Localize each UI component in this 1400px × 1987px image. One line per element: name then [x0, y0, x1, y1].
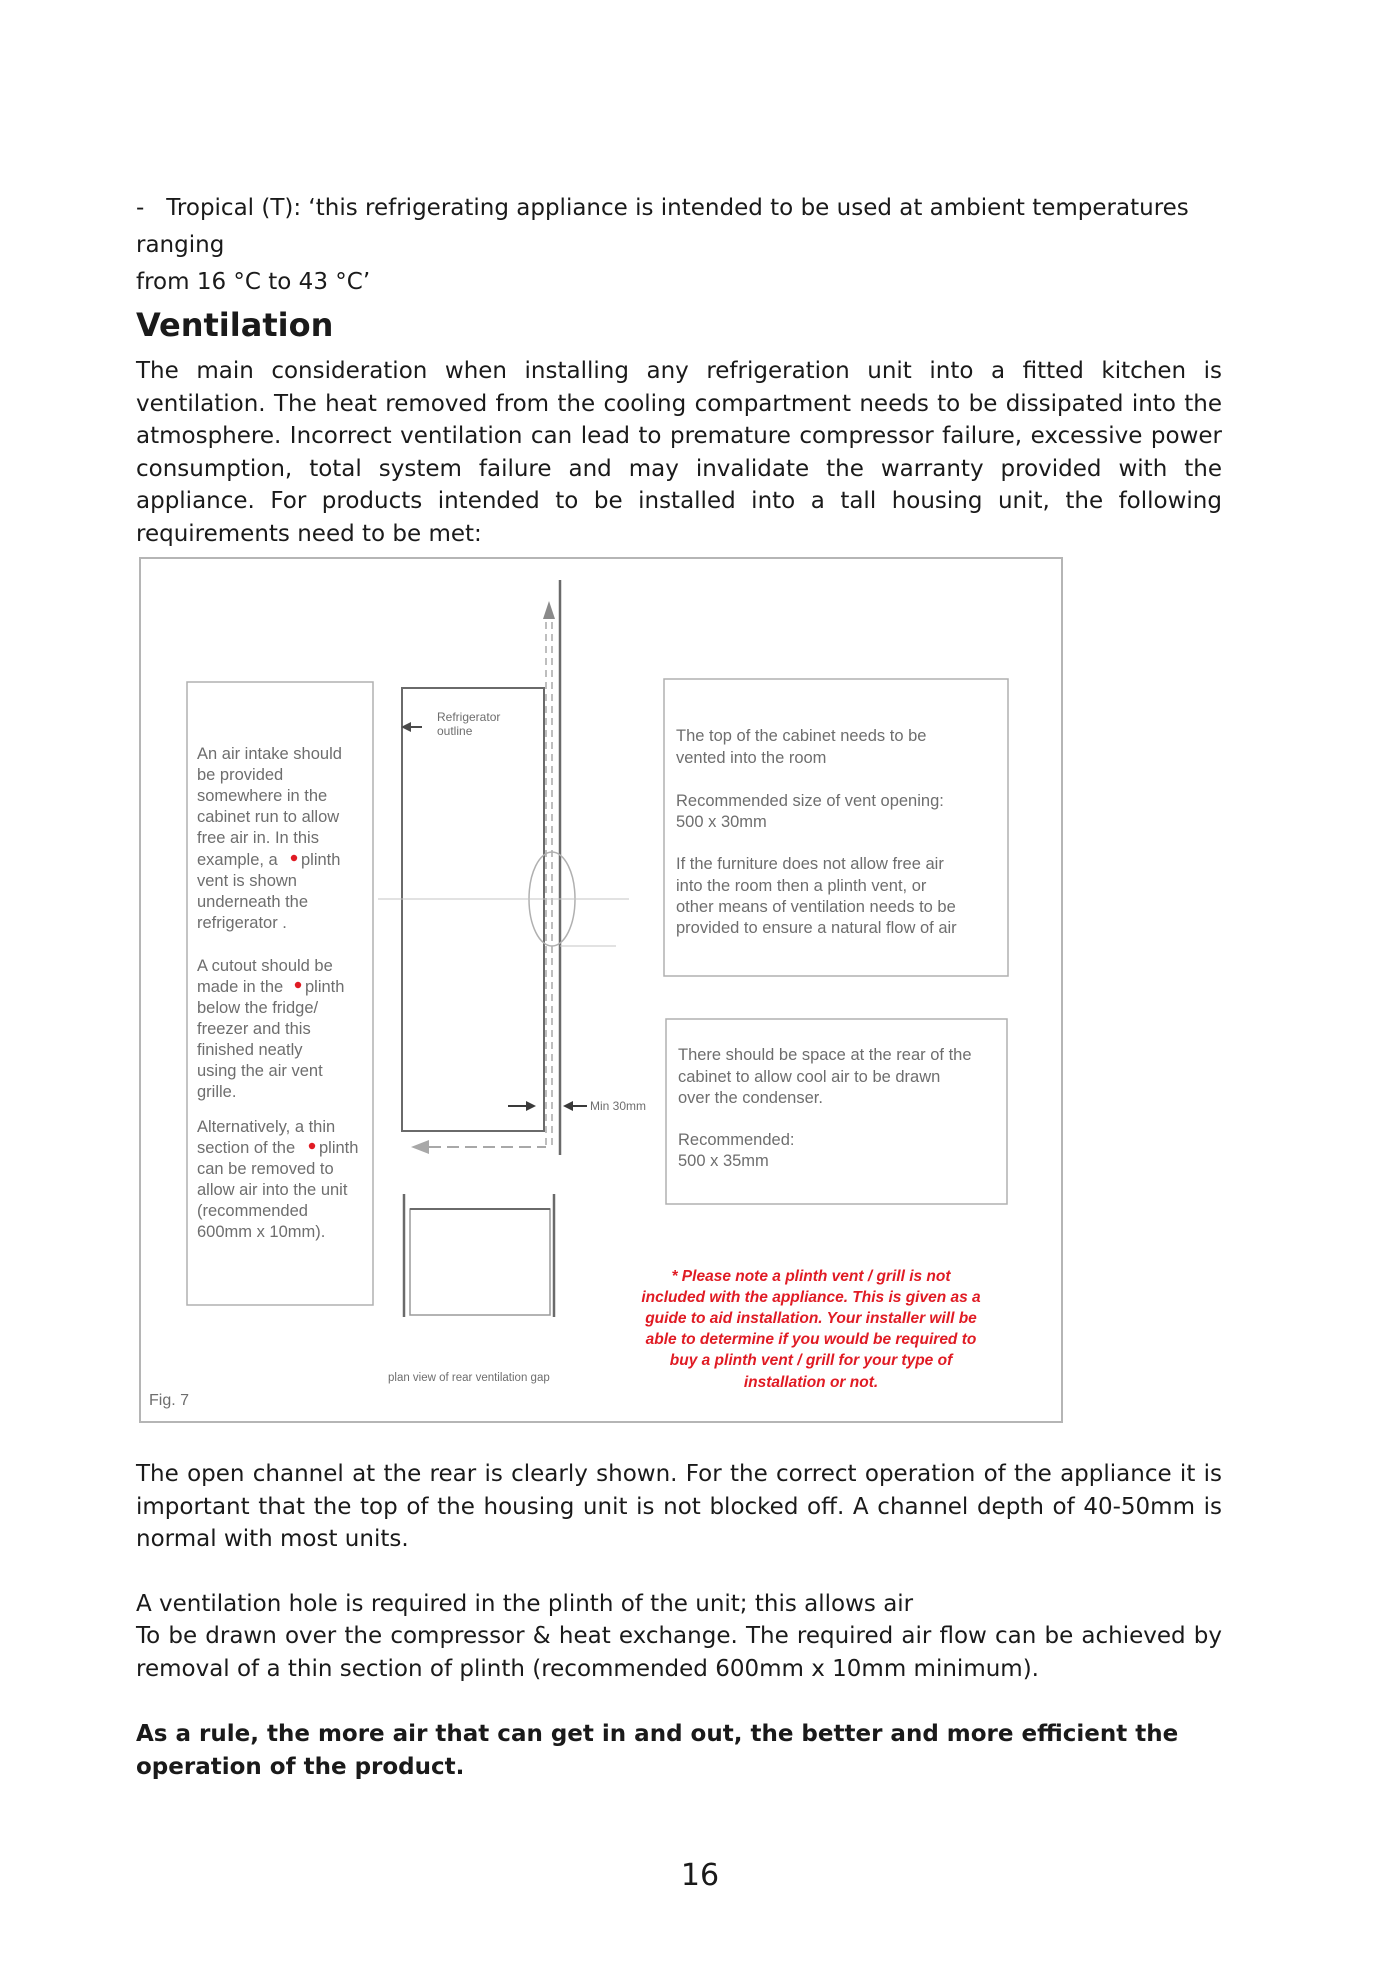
top-right-line-7: other means of ventilation needs to be — [676, 898, 956, 916]
plinth-marker-2 — [295, 982, 301, 988]
fridge-label-1: Refrigerator — [437, 710, 501, 724]
top-right-line-2: vented into the room — [676, 749, 827, 767]
left-line-14: finished neatly — [197, 1041, 303, 1059]
left-line-21: (recommended — [197, 1202, 308, 1220]
top-right-line-4: 500 x 30mm — [676, 813, 767, 831]
refrigerator-outline — [402, 688, 544, 1131]
open-channel-paragraph: The open channel at the rear is clearly shown. For the correct operation of the appliance it is important that the top of the housing unit is not blocked off. A channel depth of 40-50mm is normal with most units. — [136, 1461, 1222, 1552]
min-gap-arrowhead-right — [563, 1101, 573, 1111]
tropical-bullet — [136, 190, 1222, 301]
red-note-line-2: included with the appliance. This is given as a — [641, 1289, 981, 1306]
top-right-line-6: into the room then a plinth vent, or — [676, 877, 927, 895]
bottom-right-line-2: cabinet to allow cool air to be drawn — [678, 1068, 941, 1086]
left-line-7: vent is shown — [197, 872, 297, 890]
left-line-5: free air in. In this — [197, 829, 319, 847]
top-right-line-3: Recommended size of vent opening: — [676, 792, 944, 810]
airflow-up-arrow — [543, 601, 555, 619]
left-line-6b: plinth — [301, 851, 341, 869]
bottom-right-line-3: over the condenser. — [678, 1089, 823, 1107]
top-right-line-8: provided to ensure a natural flow of air — [676, 919, 957, 937]
bullet-continuation: from 16 °C to 43 °C’ — [136, 269, 371, 295]
min-gap-label: Min 30mm — [590, 1099, 647, 1113]
bottom-right-line-1: There should be space at the rear of the — [678, 1046, 972, 1064]
bottom-right-line-4: Recommended: — [678, 1131, 795, 1149]
plinth-airflow-arrow — [411, 1140, 429, 1154]
left-line-8: underneath the — [197, 893, 309, 911]
left-line-13: freezer and this — [197, 1020, 311, 1038]
red-note-line-5: buy a plinth vent / grill for your type of — [669, 1352, 953, 1369]
rule-paragraph: As a rule, the more air that can get in and out, the better and more efficient the operation of the product. — [136, 1721, 1179, 1780]
left-line-18b: plinth — [319, 1139, 359, 1157]
bottom-right-line-5: 500 x 35mm — [678, 1152, 769, 1170]
left-line-4: cabinet run to allow — [197, 808, 340, 826]
plinth-line-1: A ventilation hole is required in the plinth of the unit; this allows air — [136, 1591, 914, 1617]
plan-view-fridge — [410, 1209, 550, 1315]
ventilation-diagram — [139, 557, 1063, 1423]
bullet-dash: - — [136, 195, 145, 221]
left-line-20: allow air into the unit — [197, 1181, 348, 1199]
left-line-6a: example, a — [197, 851, 278, 869]
left-line-18a: section of the — [197, 1139, 296, 1157]
left-line-15: using the air vent — [197, 1062, 323, 1080]
ventilation-figure — [139, 557, 1063, 1423]
left-line-16: grille. — [197, 1083, 237, 1101]
red-note-line-1: * Please note a plinth vent / grill is not — [671, 1268, 951, 1285]
plinth-marker-1 — [291, 855, 297, 861]
plinth-paragraph: To be drawn over the compressor & heat exchange. The required air flow can be achieved by removal of a thin section of plinth (recommended 600mm x 10mm minimum). — [136, 1623, 1222, 1682]
fridge-label-2: outline — [437, 724, 473, 738]
left-line-9: refrigerator . — [197, 914, 287, 932]
red-note-line-4: able to determine if you would be required to — [645, 1331, 977, 1348]
figure-label: Fig. 7 — [149, 1392, 190, 1409]
left-line-19: can be removed to — [197, 1160, 334, 1178]
plan-view-caption: plan view of rear ventilation gap — [388, 1372, 550, 1384]
left-line-11b: plinth — [305, 978, 345, 996]
left-line-2: be provided — [197, 766, 284, 784]
left-line-3: somewhere in the — [197, 787, 328, 805]
page-number: 16 — [680, 1858, 720, 1893]
top-right-line-1: The top of the cabinet needs to be — [676, 727, 927, 745]
section-heading: Ventilation — [136, 306, 334, 344]
left-line-22: 600mm x 10mm). — [197, 1223, 326, 1241]
red-note-line-6: installation or not. — [743, 1374, 879, 1391]
left-line-1: An air intake should — [197, 745, 342, 763]
left-line-17: Alternatively, a thin — [197, 1118, 336, 1136]
left-line-12: below the fridge/ — [197, 999, 319, 1017]
left-line-10: A cutout should be — [197, 957, 333, 975]
bullet-text: Tropical (T): ‘this refrigerating appliance is intended to be used at ambient temperatures ranging — [136, 195, 1189, 258]
top-right-line-5: If the furniture does not allow free air — [676, 855, 944, 873]
red-note-line-3: guide to aid installation. Your installer will be — [645, 1310, 977, 1327]
min-gap-arrowhead-left — [526, 1101, 536, 1111]
ventilation-intro-paragraph: The main consideration when installing any refrigeration unit into a fitted kitchen is ventilation. The heat removed from the cooling compartment needs to be dissipated into the atmosphere. Incorrect ventilation can lead to premature compressor failure, excessive power consumption, total system failure and may invalidate the warranty provided with the appliance. For products intended to be installed into a tall housing unit, the following requirements need to be met: — [136, 358, 1222, 547]
left-line-11a: made in the — [197, 978, 284, 996]
plinth-marker-3 — [309, 1143, 315, 1149]
